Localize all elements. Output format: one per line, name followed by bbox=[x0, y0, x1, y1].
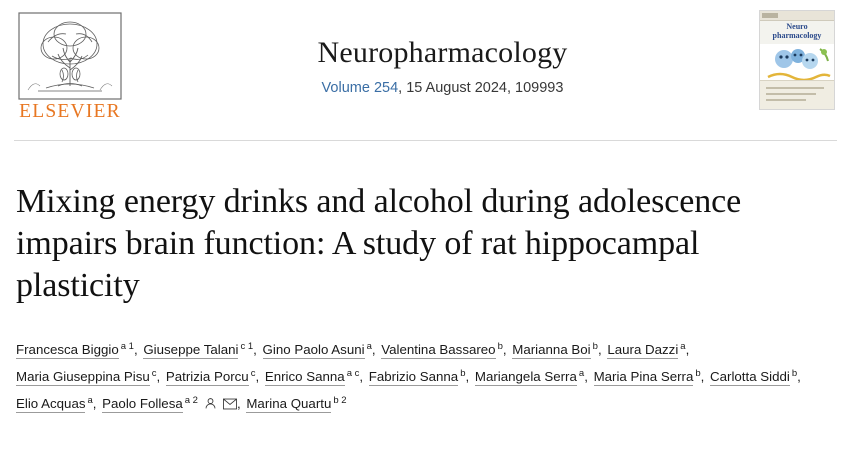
author-affiliation-marks: a 1 bbox=[120, 340, 134, 352]
author-name: Laura Dazzi bbox=[607, 342, 679, 357]
author-6[interactable] bbox=[607, 342, 685, 357]
author-affiliation-marks: b bbox=[460, 367, 466, 379]
author-4[interactable] bbox=[381, 342, 503, 357]
author-15[interactable] bbox=[102, 396, 237, 411]
author-separator: , bbox=[685, 342, 690, 357]
author-separator: , bbox=[359, 369, 367, 384]
author-separator: , bbox=[156, 369, 164, 384]
author-affiliation-marks: a 2 bbox=[184, 394, 198, 406]
issue-meta-text: , 15 August 2024, 109993 bbox=[398, 80, 564, 96]
author-separator: , bbox=[253, 342, 261, 357]
author-name: Carlotta Siddi bbox=[710, 369, 790, 384]
author-affiliation-marks: b bbox=[791, 367, 798, 379]
cover-image bbox=[759, 10, 835, 110]
volume-link[interactable]: Volume 254 bbox=[321, 80, 399, 96]
author-affiliation-marks: b 2 bbox=[333, 394, 347, 406]
journal-info bbox=[126, 8, 759, 96]
author-name: Mariangela Serra bbox=[474, 369, 577, 384]
author-affiliation-marks: a bbox=[680, 340, 686, 352]
header-divider bbox=[14, 140, 837, 141]
author-5[interactable] bbox=[512, 342, 598, 357]
author-14[interactable] bbox=[16, 396, 93, 411]
author-name: Patrizia Porcu bbox=[165, 369, 249, 384]
cover-footer-bar-3 bbox=[766, 99, 806, 101]
author-16[interactable] bbox=[246, 396, 346, 411]
author-8[interactable] bbox=[166, 369, 256, 384]
author-10[interactable] bbox=[369, 369, 466, 384]
author-affiliation-marks: c bbox=[250, 367, 256, 379]
author-name: Enrico Sanna bbox=[264, 369, 345, 384]
author-separator: , bbox=[502, 342, 511, 357]
author-1[interactable] bbox=[16, 342, 134, 357]
author-name: Maria Pina Serra bbox=[593, 369, 694, 384]
author-affiliation-marks: a bbox=[578, 367, 585, 379]
author-12[interactable] bbox=[594, 369, 701, 384]
author-affiliation-marks: b bbox=[592, 340, 598, 352]
author-name: Marina Quartu bbox=[246, 396, 332, 411]
author-affiliation-marks: a c bbox=[346, 367, 360, 379]
cover-title bbox=[760, 23, 834, 40]
author-separator: , bbox=[465, 369, 473, 384]
cover-footer-bar-2 bbox=[766, 93, 816, 95]
elsevier-wordmark: ELSEVIER bbox=[19, 101, 121, 122]
author-name: Gino Paolo Asuni bbox=[262, 342, 365, 357]
author-11[interactable] bbox=[475, 369, 584, 384]
author-separator: , bbox=[797, 369, 801, 384]
author-9[interactable] bbox=[265, 369, 360, 384]
author-name: Paolo Follesa bbox=[102, 396, 183, 411]
cover-footer bbox=[760, 80, 834, 109]
page-header bbox=[0, 0, 851, 130]
author-affiliation-marks: b bbox=[695, 367, 701, 379]
envelope-icon[interactable] bbox=[223, 398, 237, 410]
author-name: Francesca Biggio bbox=[16, 342, 119, 357]
elsevier-logo[interactable] bbox=[14, 8, 126, 123]
author-3[interactable] bbox=[263, 342, 372, 357]
cover-footer-bar-1 bbox=[766, 87, 824, 89]
author-name: Elio Acquas bbox=[16, 396, 86, 411]
author-separator: , bbox=[133, 342, 142, 357]
author-name: Maria Giuseppina Pisu bbox=[16, 369, 150, 384]
journal-title[interactable]: Neuropharmacology bbox=[317, 36, 568, 69]
author-13[interactable] bbox=[710, 369, 797, 384]
cover-illustration-icon bbox=[764, 43, 832, 83]
author-separator: , bbox=[236, 396, 245, 411]
journal-issue-meta bbox=[126, 80, 759, 96]
page-title: Mixing energy drinks and alcohol during adolescence impairs brain function: A study of rat hippocampal plasticity bbox=[16, 182, 742, 304]
author-separator: , bbox=[371, 342, 380, 357]
author-2[interactable] bbox=[143, 342, 253, 357]
journal-cover-thumbnail[interactable] bbox=[759, 8, 837, 110]
author-name: Valentina Bassareo bbox=[381, 342, 496, 357]
author-separator: , bbox=[597, 342, 606, 357]
cover-title-line1: Neuro bbox=[786, 22, 808, 31]
cover-title-line2: pharmacology bbox=[772, 30, 822, 40]
author-affiliation-marks: c bbox=[151, 367, 157, 379]
author-list bbox=[16, 336, 831, 417]
person-icon[interactable] bbox=[204, 397, 217, 410]
author-affiliation-marks: c 1 bbox=[240, 340, 254, 352]
elsevier-tree-icon bbox=[18, 12, 122, 100]
author-affiliation-marks: a bbox=[366, 340, 372, 352]
author-name: Giuseppe Talani bbox=[143, 342, 239, 357]
author-separator: , bbox=[700, 369, 709, 384]
author-name: Marianna Boi bbox=[512, 342, 591, 357]
author-affiliation-marks: a bbox=[87, 394, 93, 406]
author-name: Fabrizio Sanna bbox=[368, 369, 459, 384]
author-7[interactable] bbox=[16, 369, 157, 384]
author-separator: , bbox=[255, 369, 263, 384]
author-affiliation-marks: b bbox=[497, 340, 503, 352]
author-separator: , bbox=[584, 369, 592, 384]
cover-topbar bbox=[760, 11, 834, 21]
author-separator: , bbox=[92, 396, 101, 411]
